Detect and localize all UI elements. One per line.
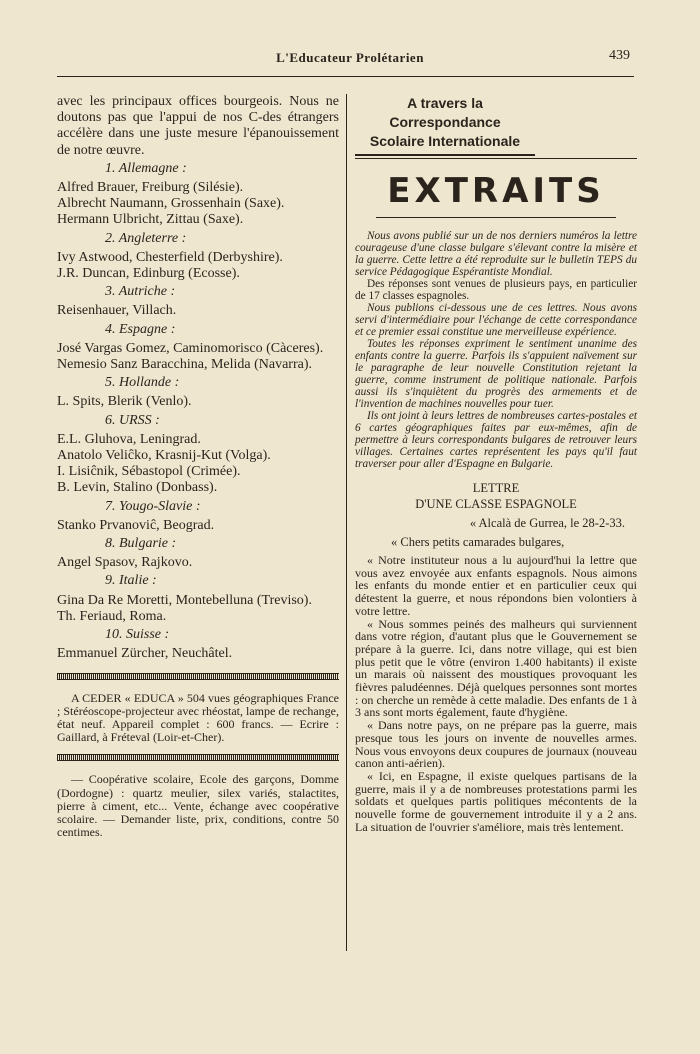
country-heading: 4. Espagne :: [105, 321, 176, 337]
section-rule: [355, 154, 535, 156]
page-number: 439: [609, 48, 630, 63]
classified-ad: — Coopérative scolaire, Ecole des garçons, Domme (Dordogne) : quartz meulier, silex variés, stalactites, pierre à ciment, etc... Vente, échange avec coopérative scolaire. — Demander liste, prix, conditions, contre 50 centimes.: [57, 772, 339, 840]
country-heading: 1. Allemagne :: [105, 160, 187, 176]
country-heading: 2. Angleterre :: [105, 230, 187, 246]
letter-heading: [355, 480, 637, 512]
left-column: [57, 94, 339, 849]
correspondent-entry: L. Spits, Blerik (Venlo).: [57, 394, 192, 410]
column-divider: [346, 94, 347, 951]
intro-plain: Des réponses sont venues de plusieurs pays, en particulier de 17 classes espagnoles.: [355, 278, 637, 302]
correspondent-entry: Emmanuel Zürcher, Neuchâtel.: [57, 646, 233, 662]
letter-paragraph: « Ici, en Espagne, il existe quelques partisans de la guerre, mais il y a de nombreuses protestations parmi les soldats et quelques partis politiques mécontents de la nouvelle forme de gouvernement introduite il y a 2 ans. La situation de l'ouvrier s'améliore, mais très lentement.: [355, 768, 637, 834]
intro-italic: Ils ont joint à leurs lettres de nombreuses cartes-postales et 6 cartes géographiques faites par eux-mêmes, afin de permettre à leurs correspondants bulgares de retrouver leurs villages. Certaines cartes représentent les pays qu'il faut traverser pour aller d'Espagne en Bulgarie.: [355, 410, 637, 470]
country-heading: 8. Bulgarie :: [105, 536, 177, 552]
country-heading: 10. Suisse :: [105, 627, 170, 643]
correspondent-entry: I. Lisiĉnik, Sébastopol (Crimée).: [57, 464, 241, 480]
intro-paragraph: avec les principaux offices bourgeois. Nous ne doutons pas que l'appui de nos C-des étrangers accélère dans une juste mesure l'épanouissement de notre œuvre.: [57, 94, 339, 158]
letter-paragraph: « Notre instituteur nous a lu aujourd'hui la lettre que vous avez envoyée aux enfants espagnols. Nous aimons les enfants du monde entier et en particulier ceux qui détestent la guerre, et nous répondons bien volontiers à votre lettre.: [355, 553, 637, 618]
decorative-rule: [57, 673, 339, 680]
correspondent-entry: Th. Feriaud, Roma.: [57, 608, 167, 624]
intro-italic: Toutes les réponses expriment le sentiment unanime des enfants contre la guerre. Parfois ils s'appuient naïvement sur le paragraphe de leur nouvelle Constitution rejetant la guerre, comme instrument de politique nationale. Parfois aussi ils s'inquiètent du progrès des armements et de l'invention de machines nouvelles pour tuer.: [355, 338, 637, 410]
country-heading: 6. URSS :: [105, 412, 160, 428]
section-heading-line1: A travers la Correspondance: [389, 95, 501, 130]
correspondent-entry: Stanko Prvanoviĉ, Beograd.: [57, 517, 215, 533]
country-heading: 9. Italie :: [105, 573, 157, 589]
correspondent-entry: Angel Spasov, Rajkovo.: [57, 555, 193, 571]
letter-greeting: « Chers petits camarades bulgares,: [391, 535, 565, 549]
country-heading: 7. Yougo-Slavie :: [105, 498, 201, 514]
letter-paragraph: « Nous sommes peinés des malheurs qui surviennent dans votre région, d'autant plus que le Gouvernement se prépare à la guerre. Ici, dans notre village, qui est bien plus petit que le vôtre (environ 1.400 habitants) il existe un marais où naissent des moustiques provoquant les fièvres paludéennes. Déjà quelques personnes sont mortes : on cherche un remède à cette maladie. Des enfants de 1 à 3 ans sont morts également, faute d'hygiène.: [355, 616, 637, 720]
correspondent-entry: E.L. Gluhova, Leningrad.: [57, 431, 201, 447]
country-heading: 3. Autriche :: [105, 284, 176, 300]
section-heading-line2: Scolaire Internationale: [369, 133, 521, 149]
country-heading: 5. Hollande :: [105, 375, 180, 391]
correspondent-entry: José Vargas Gomez, Caminomorisco (Càceres).: [57, 340, 324, 356]
letter-paragraph: « Dans notre pays, on ne prépare pas la guerre, mais presque tous les jours on invente de nouvelles armes. Nous vous envoyons deux coupures de journaux (nouveau canon anti-aérien).: [355, 718, 637, 771]
header-rule: [57, 76, 634, 77]
correspondent-entry: Ivy Astwood, Chesterfield (Derbyshire).: [57, 249, 283, 265]
section-heading: [355, 94, 535, 151]
correspondent-entry: Albrecht Naumann, Grossenhain (Saxe).: [57, 196, 285, 212]
correspondent-entry: Gina Da Re Moretti, Montebelluna (Treviso).: [57, 592, 312, 608]
correspondent-entry: Nemesio Sanz Baracchina, Melida (Navarra).: [57, 357, 312, 373]
correspondent-entry: Hermann Ulbricht, Zittau (Saxe).: [57, 212, 244, 228]
intro-italic: Nous avons publié sur un de nos derniers numéros la lettre courageuse d'une classe bulgare s'élevant contre la misère et la guerre. Cette lettre a été reproduite sur le bulletin TEPS du service Pédagogique Espérantiste Mondial.: [355, 230, 637, 278]
correspondent-entry: Anatolo Veliĉko, Krasnij-Kut (Volga).: [57, 448, 271, 464]
correspondent-entry: B. Levin, Stalino (Donbass).: [57, 480, 218, 496]
extraits-title: EXTRAITS: [387, 171, 605, 211]
letter-heading-line1: LETTRE: [472, 481, 520, 495]
letter-heading-line2: D'UNE CLASSE ESPAGNOLE: [415, 497, 577, 511]
decorative-rule: [57, 754, 339, 761]
right-column: [355, 94, 637, 833]
journal-title: L'Educateur Prolétarien: [276, 50, 424, 65]
section-rule-thin: [355, 158, 637, 159]
letter-date: « Alcalà de Gurrea, le 28-2-33.: [469, 516, 625, 530]
title-rule: [376, 217, 616, 218]
correspondent-entry: Reisenhauer, Villach.: [57, 303, 177, 319]
intro-italic: Nous publions ci-dessous une de ces lettres. Nous avons servi d'intermédiaire pour l'échange de cette correspondance et ce premier essai constitue une merveilleuse expérience.: [355, 302, 637, 338]
correspondent-entry: Alfred Brauer, Freiburg (Silésie).: [57, 180, 244, 196]
classified-ad: A CEDER « EDUCA » 504 vues géographiques France ; Stéréoscope-projecteur avec rhéostat, lampe de rechange, état neuf. Appareil complet : 600 francs. — Ecrire : Gaillard, à Fréteval (Loir-et-Cher).: [57, 690, 339, 745]
correspondent-entry: J.R. Duncan, Edinburg (Ecosse).: [57, 266, 240, 282]
